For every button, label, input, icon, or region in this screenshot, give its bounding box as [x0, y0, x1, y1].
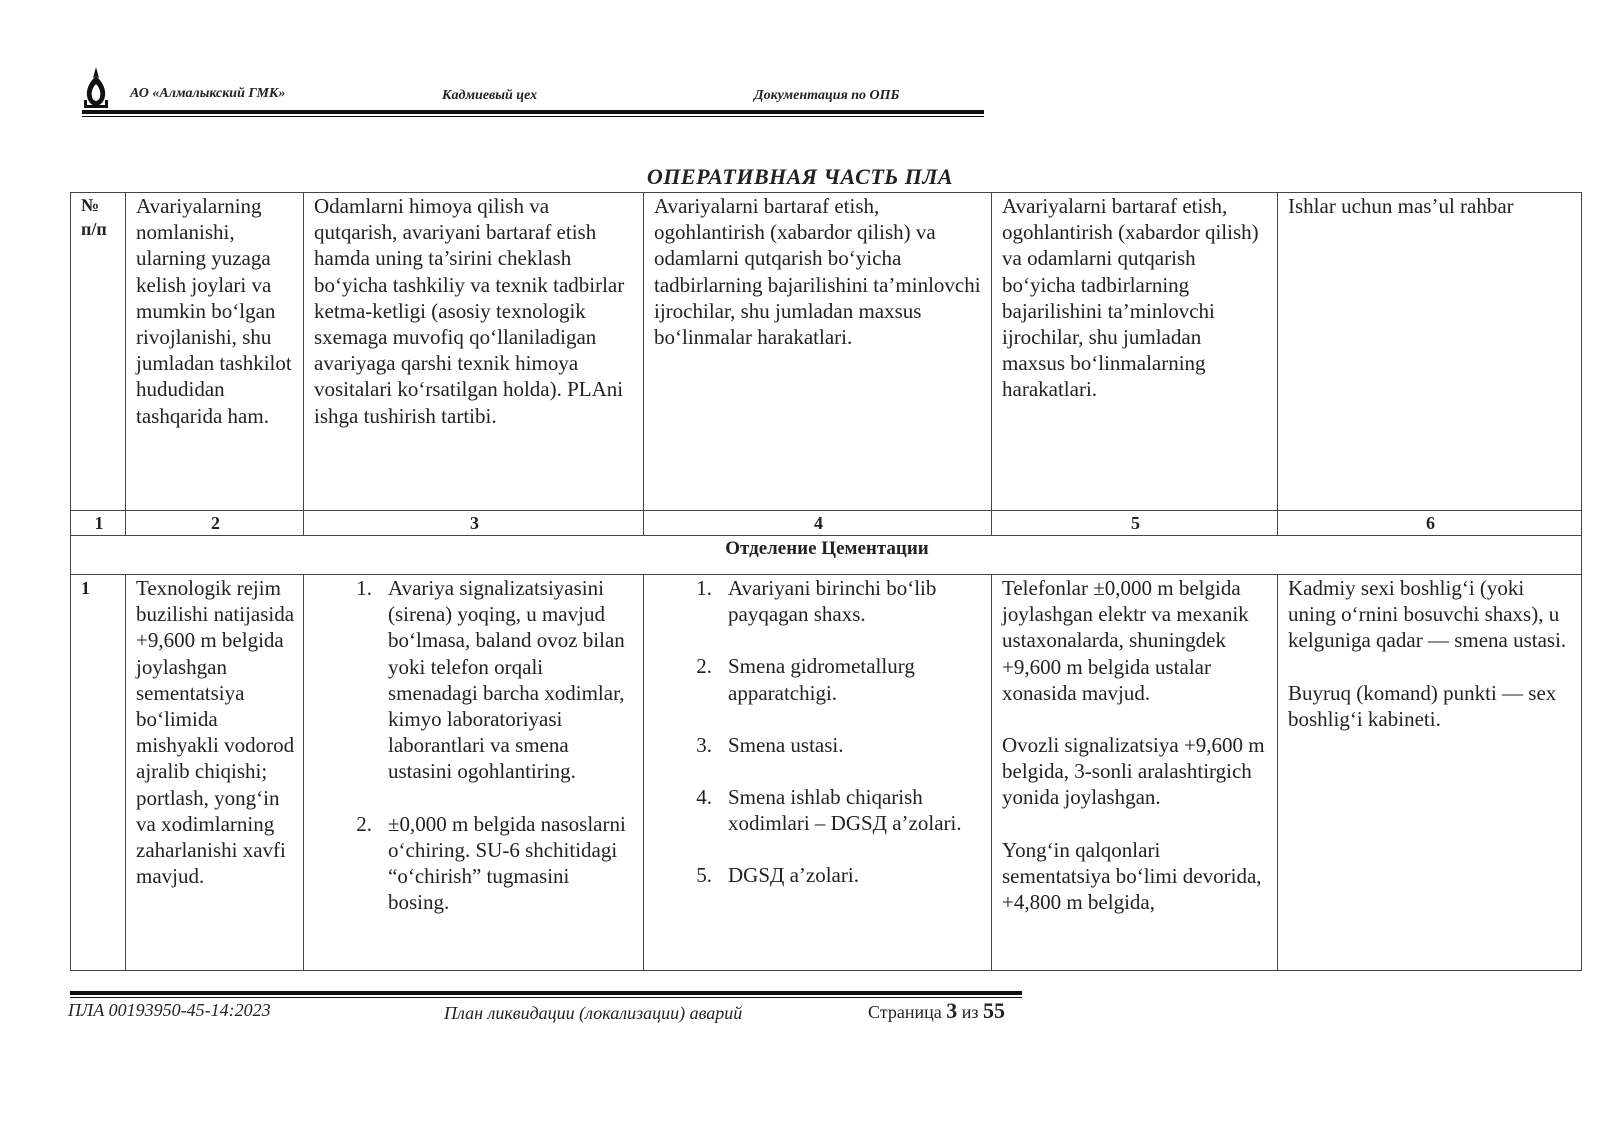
list-spacer [684, 627, 983, 653]
page-current: 3 [946, 998, 958, 1023]
section-title: Отделение Цементации [71, 536, 1582, 575]
list-item: 2. ±0,000 m belgida nasoslarni o‘chiring. SU-6 shchitidagi “o‘chirish” tugmasini bosing. [356, 811, 626, 915]
footer-rule [70, 991, 1022, 995]
page-header [82, 66, 984, 118]
list-spacer [684, 836, 983, 862]
responsible-paragraph: Buyruq (komand) punkti — sex boshlig‘i kabineti. [1288, 680, 1557, 731]
header-col-2: Avariyalarning nomlanishi, ularning yuzaga kelish joylari va mumkin bo‘lgan rivojlanishi, shu jumladan tashkilot hududidan tashqarida ham. [126, 193, 304, 511]
paragraph-spacer [1288, 654, 1573, 680]
list-item: 4. Smena ishlab chiqarish xodimlari – DGSД a’zolari. [696, 785, 962, 836]
header-department: Кадмиевый цех [442, 88, 538, 103]
page-number [868, 998, 1005, 1024]
list-spacer [684, 706, 983, 732]
col-number: 3 [304, 511, 644, 536]
col-number: 6 [1278, 511, 1582, 536]
page-title: ОПЕРАТИВНАЯ ЧАСТЬ ПЛА [646, 164, 954, 189]
means-paragraph: Ovozli signalizatsiya +9,600 m belgida, 3-sonli aralashtirgich yonida joylashgan. [1002, 733, 1265, 810]
list-spacer [684, 758, 983, 784]
header-rule-thin [82, 116, 984, 117]
list-item: 5. DGSД a’zolari. [696, 863, 859, 888]
header-col-6: Ishlar uchun mas’ul rahbar [1278, 193, 1582, 511]
page-of: из [961, 1002, 979, 1022]
header-doc-type: Документация по ОПБ [754, 88, 900, 103]
executors-cell [644, 575, 992, 971]
col-number: 1 [71, 511, 126, 536]
header-col-3: Odamlarni himoya qilish va qutqarish, avariyani bartaraf etish hamda uning ta’sirini cheklash bo‘yicha tashkiliy va texnik tadbirlar ketma-ketligi (asosiy texnologik sxemaga muvofiq qo‘llaniladigan avariyaga qarshi texnik himoya vositalari ko‘rsatilgan holda). PLAni ishga tushirish tartibi. [304, 193, 644, 511]
header-company: АО «Алмалыкский ГМК» [130, 86, 286, 101]
paragraph-spacer [1002, 706, 1269, 732]
list-item: 1. Avariya signalizatsiyasini (sirena) yoqing, u mavjud bo‘lmasa, baland ovoz bilan yoki telefon orqali smenadagi barcha xodimlar, kimyo laboratoriyasi laborantlari va smena ustasini ogohlantiring. [356, 576, 625, 784]
column-number-row [71, 511, 1582, 536]
means-cell [992, 575, 1278, 971]
row-number: 1 [71, 575, 126, 971]
responsible-paragraph: Kadmiy sexi boshlig‘i (yoki uning o‘rnini bosuvchi shaxs), u kelguniga qadar — smena ustasi. [1288, 576, 1567, 653]
measures-list [344, 575, 635, 915]
header-col-4: Avariyalarni bartaraf etish, ogohlantirish (xabardor qilish) va odamlarni qutqarish bo‘yicha tadbirlarning bajarilishini ta’minlovchi ijrochilar, shu jumladan maxsus bo‘linmalar harakatlari. [644, 193, 992, 511]
header-rule [82, 110, 984, 114]
page-word: Страница [868, 1002, 942, 1022]
list-item: 2. Smena gidrometallurg apparatchigi. [696, 654, 915, 705]
header-col-1: № п/п [71, 193, 126, 511]
means-paragraph: Telefonlar ±0,000 m belgida joylashgan elektr va mexanik ustaxonalarda, shuningdek +9,600 m belgida ustalar xonasida mavjud. [1002, 576, 1249, 705]
page-total: 55 [982, 998, 1005, 1023]
list-item: 3. Smena ustasi. [696, 732, 844, 757]
table-header-row [71, 193, 1582, 511]
section-row [71, 536, 1582, 575]
footer-doc-number: ПЛА 00193950-45-14:2023 [68, 1000, 271, 1020]
header-col-5: Avariyalarni bartaraf etish, ogohlantirish (xabardor qilish) va odamlarni qutqarish bo‘yicha tadbirlarning bajarilishini ta’minlovchi ijrochilar, shu jumladan maxsus bo‘linmalarning harakatlari. [992, 193, 1278, 511]
accident-description: Texnologik rejim buzilishi natijasida +9,600 m belgida joylashgan sementatsiya bo‘limida mishyakli vodorod ajralib chiqishi; portlash, yong‘in va xodimlarning zaharlanishi xavfi mavjud. [126, 575, 304, 971]
table-row [71, 575, 1582, 971]
footer-doc-name: План ликвидации (локализации) аварий [444, 1003, 743, 1023]
measures-cell [304, 575, 644, 971]
responsible-cell [1278, 575, 1582, 971]
paragraph-spacer [1002, 811, 1269, 837]
col-number: 5 [992, 511, 1278, 536]
operational-table [70, 192, 1582, 971]
col-number: 2 [126, 511, 304, 536]
means-paragraph: Yong‘in qalqonlari sementatsiya bo‘limi devorida, +4,800 m belgida, [1002, 837, 1262, 915]
col-number: 4 [644, 511, 992, 536]
executors-list [684, 575, 983, 889]
list-spacer [344, 785, 635, 811]
company-logo-icon [82, 66, 110, 110]
list-item: 1. Avariyani birinchi bo‘lib payqagan shaxs. [696, 576, 937, 627]
